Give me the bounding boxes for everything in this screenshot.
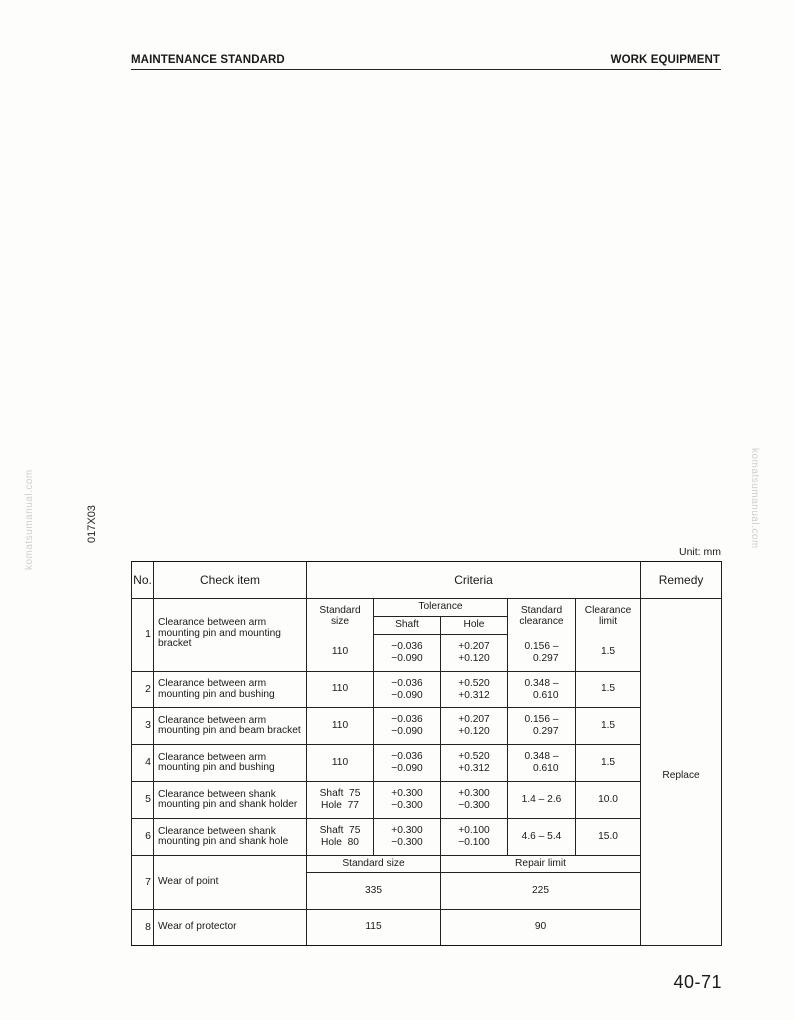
standard-clearance (508, 672, 576, 708)
clearance-limit: 10.0 (576, 782, 641, 819)
standard-size: 110 (307, 635, 374, 672)
clearance-limit: 15.0 (576, 819, 641, 856)
wear-repair-limit-value: 90 (441, 910, 641, 946)
hole-upper: +0.300 (458, 788, 490, 800)
clearance-min: 0.156 – (524, 641, 559, 653)
shaft-size: Shaft 75 (319, 788, 361, 800)
clearance-limit: 1.5 (576, 708, 641, 745)
clearance-max: 0.610 (533, 763, 559, 774)
hole-tolerance (441, 635, 508, 672)
wear-header-row (132, 856, 722, 873)
check-item: Wear of protector (154, 910, 307, 946)
header-remedy: Remedy (641, 562, 722, 599)
header-criteria: Criteria (307, 562, 641, 599)
shaft-lower: −0.300 (391, 837, 423, 848)
row-no: 3 (132, 708, 154, 745)
shaft-upper: −0.036 (391, 641, 423, 653)
subheader-wear-standard-size: Standard size (307, 856, 441, 873)
row-no: 7 (132, 856, 154, 910)
standard-size: 110 (307, 672, 374, 708)
hole-lower: +0.312 (458, 763, 490, 774)
hole-size: Hole 80 (321, 837, 359, 848)
hole-lower: +0.312 (458, 689, 490, 701)
check-item: Clearance between shank mounting pin and shank hole (154, 819, 307, 856)
clearance-limit: 1.5 (576, 745, 641, 782)
row-no: 8 (132, 910, 154, 946)
standard-size (307, 782, 374, 819)
watermark-left: komatsumanual.com (24, 469, 35, 570)
header-section-title: MAINTENANCE STANDARD (131, 54, 285, 66)
hole-tolerance (441, 708, 508, 745)
check-item: Wear of point (154, 856, 307, 910)
clearance-min: 0.348 – (524, 677, 559, 689)
table-row (132, 910, 722, 946)
check-item: Clearance between arm mounting pin and mounting bracket (154, 599, 307, 672)
wear-standard-value: 335 (307, 873, 441, 910)
header-chapter-title: WORK EQUIPMENT (610, 54, 720, 66)
header-rule (131, 69, 721, 70)
hole-size: Hole 77 (321, 800, 359, 811)
shaft-lower: −0.090 (391, 689, 423, 701)
table-row (132, 819, 722, 856)
hole-lower: +0.120 (458, 726, 490, 737)
header-no: No. (132, 562, 154, 599)
clearance-limit: 1.5 (576, 672, 641, 708)
standard-clearance (508, 708, 576, 745)
hole-upper: +0.100 (458, 825, 490, 837)
shaft-upper: +0.300 (391, 825, 423, 837)
row-no: 4 (132, 745, 154, 782)
standard-clearance: 1.4 – 2.6 (508, 782, 576, 819)
check-item: Clearance between shank mounting pin and shank holder (154, 782, 307, 819)
clearance-max: 0.297 (533, 726, 559, 737)
header-check-item: Check item (154, 562, 307, 599)
hole-tolerance (441, 819, 508, 856)
shaft-lower: −0.090 (391, 653, 423, 664)
shaft-tolerance (374, 782, 441, 819)
subheader-tolerance: Tolerance (374, 599, 508, 617)
shaft-upper: −0.036 (391, 751, 423, 763)
shaft-upper: +0.300 (391, 788, 423, 800)
subheader-hole: Hole (441, 617, 508, 635)
hole-tolerance (441, 745, 508, 782)
check-item: Clearance between arm mounting pin and bushing (154, 672, 307, 708)
shaft-upper: −0.036 (391, 677, 423, 689)
unit-label: Unit: mm (679, 546, 721, 558)
hole-tolerance (441, 782, 508, 819)
subheader-standard-size: Standard size (307, 599, 374, 635)
clearance-max: 0.297 (533, 652, 559, 664)
figure-code: 017X03 (86, 505, 98, 543)
subheader-row-1 (132, 599, 722, 617)
shaft-upper: −0.036 (391, 714, 423, 726)
shaft-tolerance (374, 745, 441, 782)
subheader-standard-clearance: Standard clearance (508, 599, 576, 635)
clearance-min: 0.156 – (524, 714, 559, 726)
hole-upper: +0.520 (458, 677, 490, 689)
hole-lower: −0.300 (458, 800, 490, 811)
hole-tolerance (441, 672, 508, 708)
hole-upper: +0.520 (458, 751, 490, 763)
maintenance-criteria-table (131, 561, 722, 946)
wear-repair-limit-value: 225 (441, 873, 641, 910)
row-no: 6 (132, 819, 154, 856)
standard-clearance (508, 635, 576, 672)
shaft-lower: −0.300 (391, 800, 423, 811)
subheader-shaft: Shaft (374, 617, 441, 635)
wear-standard-value: 115 (307, 910, 441, 946)
shaft-tolerance (374, 819, 441, 856)
table-row (132, 708, 722, 745)
table-row (132, 672, 722, 708)
table-header-row (132, 562, 722, 599)
shaft-tolerance (374, 672, 441, 708)
hole-upper: +0.207 (458, 641, 490, 653)
standard-clearance (508, 745, 576, 782)
shaft-size: Shaft 75 (319, 825, 361, 837)
shaft-tolerance (374, 635, 441, 672)
clearance-max: 0.610 (533, 689, 559, 701)
watermark-right: komatsumanual.com (749, 448, 760, 549)
subheader-clearance-limit: Clearance limit (576, 599, 641, 635)
standard-clearance: 4.6 – 5.4 (508, 819, 576, 856)
shaft-tolerance (374, 708, 441, 745)
table-row (132, 745, 722, 782)
check-item: Clearance between arm mounting pin and bushing (154, 745, 307, 782)
clearance-limit: 1.5 (576, 635, 641, 672)
standard-size: 110 (307, 745, 374, 782)
row-no: 1 (132, 599, 154, 672)
standard-size: 110 (307, 708, 374, 745)
hole-lower: +0.120 (458, 653, 490, 664)
row-no: 5 (132, 782, 154, 819)
table-row (132, 782, 722, 819)
shaft-lower: −0.090 (391, 726, 423, 737)
remedy-cell: Replace (641, 599, 722, 946)
page-number: 40-71 (673, 972, 722, 992)
clearance-min: 0.348 – (524, 751, 559, 763)
hole-upper: +0.207 (458, 714, 490, 726)
shaft-lower: −0.090 (391, 763, 423, 774)
row-no: 2 (132, 672, 154, 708)
hole-lower: −0.100 (458, 837, 490, 848)
standard-size (307, 819, 374, 856)
check-item: Clearance between arm mounting pin and beam bracket (154, 708, 307, 745)
subheader-wear-repair-limit: Repair limit (441, 856, 641, 873)
